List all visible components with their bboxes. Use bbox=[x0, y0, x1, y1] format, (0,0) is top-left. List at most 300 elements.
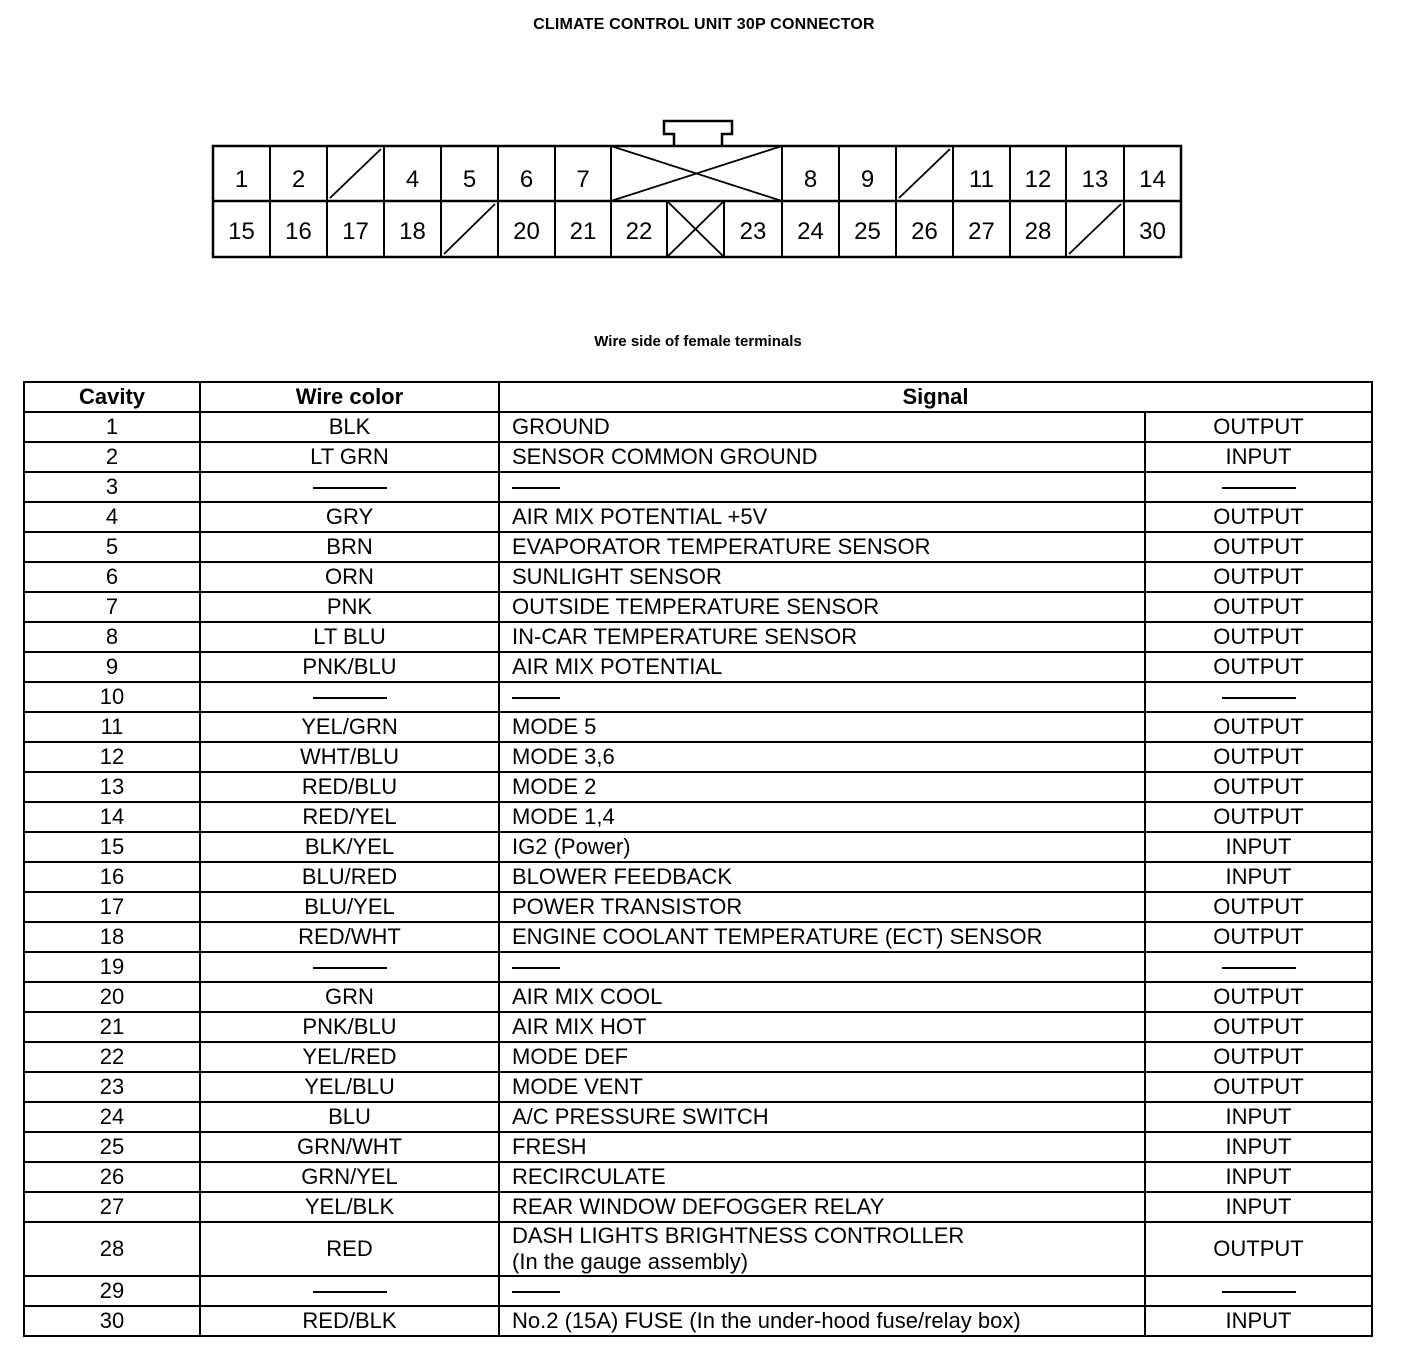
empty-dash bbox=[313, 487, 387, 489]
table-row bbox=[24, 592, 1372, 622]
top-pin-11: 11 bbox=[969, 166, 994, 193]
signal-cell bbox=[499, 1162, 1145, 1192]
cavity-cell bbox=[24, 682, 200, 712]
signal-cell bbox=[499, 802, 1145, 832]
wire-color-cell-text: GRN/WHT bbox=[296, 1134, 403, 1159]
io-cell bbox=[1145, 442, 1372, 472]
signal-cell-text: MODE 3,6 bbox=[512, 744, 615, 769]
wire-color-cell-text: GRN/YEL bbox=[301, 1164, 398, 1189]
cavity-cell-text: 16 bbox=[99, 864, 125, 889]
io-cell-text: OUTPUT bbox=[1213, 804, 1304, 829]
connector-diagram bbox=[0, 0, 1408, 300]
io-cell-text: OUTPUT bbox=[1213, 534, 1304, 559]
pinout-table bbox=[23, 381, 1373, 1337]
io-cell-text: OUTPUT bbox=[1213, 1236, 1304, 1261]
table-row bbox=[24, 772, 1372, 802]
wire-color-cell bbox=[200, 502, 499, 532]
signal-cell bbox=[499, 1102, 1145, 1132]
io-cell-text: OUTPUT bbox=[1213, 1014, 1304, 1039]
wire-color-cell bbox=[200, 442, 499, 472]
top-pin-7: 7 bbox=[576, 166, 590, 193]
io-cell-text: OUTPUT bbox=[1213, 504, 1304, 529]
signal-cell-text: No.2 (15A) FUSE (In the under-hood fuse/relay box) bbox=[512, 1308, 1021, 1333]
io-cell bbox=[1145, 892, 1372, 922]
signal-cell bbox=[499, 502, 1145, 532]
bottom-pin-22: 22 bbox=[625, 218, 653, 245]
table-row bbox=[24, 1192, 1372, 1222]
signal-cell-text: IG2 (Power) bbox=[512, 834, 631, 859]
bottom-pin-25: 25 bbox=[854, 218, 881, 245]
cavity-cell bbox=[24, 652, 200, 682]
top-pin-1: 1 bbox=[234, 166, 249, 193]
wire-color-cell-text: YEL/BLK bbox=[304, 1194, 395, 1219]
cavity-cell-text: 4 bbox=[105, 504, 119, 529]
wire-color-cell-text: PNK/BLU bbox=[302, 1014, 397, 1039]
cavity-cell bbox=[24, 1162, 200, 1192]
wire-color-cell bbox=[200, 1192, 499, 1222]
io-cell bbox=[1145, 1132, 1372, 1162]
cavity-cell bbox=[24, 1042, 200, 1072]
signal-cell bbox=[499, 922, 1145, 952]
table-row bbox=[24, 832, 1372, 862]
cavity-cell-text: 22 bbox=[99, 1044, 125, 1069]
wire-color-cell-text: RED/WHT bbox=[298, 924, 401, 949]
wire-color-cell bbox=[200, 1222, 499, 1276]
io-cell bbox=[1145, 1222, 1372, 1276]
cavity-cell bbox=[24, 502, 200, 532]
wire-color-cell bbox=[200, 832, 499, 862]
table-row bbox=[24, 562, 1372, 592]
cavity-cell-text: 7 bbox=[105, 594, 119, 619]
cavity-cell-text: 28 bbox=[99, 1236, 125, 1261]
top-pin-12: 12 bbox=[1024, 166, 1052, 193]
top-pin-6: 6 bbox=[519, 166, 534, 193]
bottom-pin-30: 30 bbox=[1139, 218, 1166, 245]
cavity-cell-text: 6 bbox=[105, 564, 119, 589]
cavity-cell-text: 5 bbox=[105, 534, 119, 559]
cavity-cell-text: 24 bbox=[99, 1104, 125, 1129]
signal-cell bbox=[499, 772, 1145, 802]
cavity-cell-text: 9 bbox=[105, 654, 119, 679]
wire-color-cell bbox=[200, 1042, 499, 1072]
cavity-cell bbox=[24, 412, 200, 442]
wire-color-cell-text: LT GRN bbox=[310, 444, 389, 469]
io-cell bbox=[1145, 1012, 1372, 1042]
signal-cell bbox=[499, 592, 1145, 622]
cavity-cell-text: 13 bbox=[99, 774, 125, 799]
signal-cell-text: ENGINE COOLANT TEMPERATURE (ECT) SENSOR bbox=[512, 924, 1043, 949]
signal-cell bbox=[499, 712, 1145, 742]
io-cell bbox=[1145, 922, 1372, 952]
wire-color-cell-text: YEL/BLU bbox=[304, 1074, 395, 1099]
signal-cell-text: AIR MIX COOL bbox=[512, 984, 663, 1009]
cavity-cell bbox=[24, 1102, 200, 1132]
signal-cell bbox=[499, 832, 1145, 862]
table-row bbox=[24, 982, 1372, 1012]
signal-cell bbox=[499, 442, 1145, 472]
connector-top-row bbox=[235, 146, 1166, 201]
signal-cell-text: FRESH bbox=[512, 1134, 587, 1159]
signal-cell bbox=[499, 1192, 1145, 1222]
cavity-cell-text: 1 bbox=[105, 414, 119, 439]
cavity-cell-text: 26 bbox=[99, 1164, 125, 1189]
io-cell bbox=[1145, 502, 1372, 532]
empty-dash bbox=[313, 697, 387, 699]
table-row bbox=[24, 682, 1372, 712]
bottom-pin-23: 23 bbox=[739, 218, 767, 245]
signal-cell-text: POWER TRANSISTOR bbox=[512, 894, 743, 919]
signal-cell bbox=[499, 562, 1145, 592]
io-cell-text: OUTPUT bbox=[1213, 1044, 1304, 1069]
cavity-cell bbox=[24, 832, 200, 862]
wire-color-cell-text: GRN bbox=[325, 984, 374, 1009]
cavity-cell bbox=[24, 922, 200, 952]
cavity-cell-text: 12 bbox=[99, 744, 125, 769]
cavity-cell-text: 8 bbox=[105, 624, 119, 649]
cavity-cell-text: 19 bbox=[99, 954, 125, 979]
wire-color-cell bbox=[200, 622, 499, 652]
cavity-cell-text: 2 bbox=[105, 444, 119, 469]
wire-color-cell-text: BLU bbox=[328, 1104, 371, 1129]
cavity-cell bbox=[24, 982, 200, 1012]
table-row bbox=[24, 862, 1372, 892]
wire-color-cell bbox=[200, 412, 499, 442]
io-cell bbox=[1145, 1042, 1372, 1072]
wire-color-cell-text: YEL/GRN bbox=[301, 714, 398, 739]
io-cell bbox=[1145, 832, 1372, 862]
wire-color-cell-text: RED/BLU bbox=[301, 774, 398, 799]
signal-cell-text: MODE VENT bbox=[512, 1074, 643, 1099]
io-cell-text: OUTPUT bbox=[1213, 624, 1304, 649]
table-row bbox=[24, 532, 1372, 562]
cavity-cell-text: 17 bbox=[99, 894, 125, 919]
io-cell-text: OUTPUT bbox=[1213, 564, 1304, 589]
wire-color-cell-text: LT BLU bbox=[313, 624, 386, 649]
signal-cell bbox=[499, 1072, 1145, 1102]
cavity-cell bbox=[24, 1132, 200, 1162]
signal-cell bbox=[499, 1306, 1145, 1336]
io-cell bbox=[1145, 712, 1372, 742]
io-cell bbox=[1145, 772, 1372, 802]
empty-dash bbox=[313, 1291, 387, 1293]
io-cell-text: OUTPUT bbox=[1213, 594, 1304, 619]
io-cell bbox=[1145, 952, 1372, 982]
signal-cell-text: BLOWER FEEDBACK bbox=[512, 864, 733, 889]
bottom-pin-21: 21 bbox=[569, 218, 597, 245]
empty-dash bbox=[512, 967, 560, 969]
table-row bbox=[24, 712, 1372, 742]
io-cell bbox=[1145, 592, 1372, 622]
empty-dash bbox=[512, 1291, 560, 1293]
wire-color-cell-text: RED/YEL bbox=[302, 804, 397, 829]
table-row bbox=[24, 442, 1372, 472]
wire-color-cell-text: BLU/YEL bbox=[304, 894, 395, 919]
wire-color-cell bbox=[200, 802, 499, 832]
table-row bbox=[24, 1102, 1372, 1132]
cavity-cell-text: 25 bbox=[99, 1134, 125, 1159]
io-cell bbox=[1145, 1102, 1372, 1132]
io-cell bbox=[1145, 1276, 1372, 1306]
io-cell bbox=[1145, 1072, 1372, 1102]
cavity-cell-text: 27 bbox=[99, 1194, 125, 1219]
table-header-row bbox=[24, 382, 1372, 412]
top-pin-5: 5 bbox=[462, 166, 477, 193]
wire-color-cell bbox=[200, 982, 499, 1012]
cavity-cell-text: 18 bbox=[99, 924, 125, 949]
cavity-cell-text: 23 bbox=[99, 1074, 125, 1099]
bottom-pin-17: 17 bbox=[342, 218, 369, 245]
wire-color-cell bbox=[200, 532, 499, 562]
wire-color-cell bbox=[200, 1306, 499, 1336]
cavity-cell bbox=[24, 622, 200, 652]
io-cell bbox=[1145, 742, 1372, 772]
io-cell bbox=[1145, 1306, 1372, 1336]
cavity-cell bbox=[24, 892, 200, 922]
signal-cell bbox=[499, 862, 1145, 892]
wire-color-cell-text: RED bbox=[326, 1236, 373, 1261]
table-row bbox=[24, 1276, 1372, 1306]
signal-cell-text: IN-CAR TEMPERATURE SENSOR bbox=[512, 624, 858, 649]
signal-cell-text: RECIRCULATE bbox=[512, 1164, 666, 1189]
wire-color-cell-text: BLU/RED bbox=[301, 864, 398, 889]
cavity-cell-text: 11 bbox=[100, 714, 124, 739]
connector-latch bbox=[664, 121, 732, 146]
cavity-cell-text: 21 bbox=[99, 1014, 125, 1039]
wire-color-cell-text: YEL/RED bbox=[302, 1044, 397, 1069]
bottom-pin-26: 26 bbox=[911, 218, 938, 245]
wire-color-cell bbox=[200, 712, 499, 742]
table-row bbox=[24, 472, 1372, 502]
signal-cell bbox=[499, 652, 1145, 682]
empty-dash bbox=[1222, 967, 1296, 969]
top-pin-13: 13 bbox=[1081, 166, 1109, 193]
io-cell-text: INPUT bbox=[1225, 1104, 1292, 1129]
signal-note: (In the gauge assembly) bbox=[512, 1249, 749, 1274]
wire-color-cell bbox=[200, 952, 499, 982]
signal-cell-text: MODE 1,4 bbox=[512, 804, 615, 829]
table-row bbox=[24, 922, 1372, 952]
empty-dash bbox=[1222, 1291, 1296, 1293]
wire-color-cell bbox=[200, 862, 499, 892]
io-cell-text: OUTPUT bbox=[1213, 744, 1304, 769]
unused-cavity-slash bbox=[899, 149, 950, 198]
cavity-cell-text: 30 bbox=[99, 1308, 125, 1333]
io-cell-text: INPUT bbox=[1225, 1194, 1292, 1219]
table-row bbox=[24, 412, 1372, 442]
table-row bbox=[24, 1072, 1372, 1102]
top-pin-2: 2 bbox=[291, 166, 306, 193]
wire-color-cell bbox=[200, 1162, 499, 1192]
table-row bbox=[24, 1162, 1372, 1192]
io-cell bbox=[1145, 652, 1372, 682]
diagram-title: CLIMATE CONTROL UNIT 30P CONNECTOR bbox=[533, 16, 875, 33]
cavity-cell bbox=[24, 862, 200, 892]
signal-cell-text: A/C PRESSURE SWITCH bbox=[512, 1104, 769, 1129]
table-row bbox=[24, 742, 1372, 772]
empty-dash bbox=[512, 697, 560, 699]
cavity-cell bbox=[24, 1306, 200, 1336]
io-cell-text: OUTPUT bbox=[1213, 714, 1304, 739]
top-pin-4: 4 bbox=[405, 166, 420, 193]
signal-cell bbox=[499, 622, 1145, 652]
cavity-cell bbox=[24, 742, 200, 772]
wire-color-cell bbox=[200, 1072, 499, 1102]
wire-color-cell-text: PNK bbox=[326, 594, 373, 619]
io-cell-text: INPUT bbox=[1225, 444, 1292, 469]
wire-color-cell bbox=[200, 1102, 499, 1132]
io-cell bbox=[1145, 562, 1372, 592]
signal-cell bbox=[499, 1276, 1145, 1306]
table-row bbox=[24, 1042, 1372, 1072]
wire-color-cell bbox=[200, 892, 499, 922]
wire-color-cell-text: RED/BLK bbox=[302, 1308, 397, 1333]
io-cell-text: OUTPUT bbox=[1213, 654, 1304, 679]
wire-color-cell bbox=[200, 742, 499, 772]
signal-cell-text: OUTSIDE TEMPERATURE SENSOR bbox=[512, 594, 880, 619]
cavity-cell bbox=[24, 802, 200, 832]
signal-cell-text: DASH LIGHTS BRIGHTNESS CONTROLLER bbox=[512, 1223, 965, 1248]
wire-color-cell bbox=[200, 562, 499, 592]
cavity-cell bbox=[24, 442, 200, 472]
bottom-pin-28: 28 bbox=[1024, 218, 1052, 245]
top-pin-8: 8 bbox=[803, 166, 818, 193]
signal-cell-text: MODE 2 bbox=[512, 774, 597, 799]
table-row bbox=[24, 622, 1372, 652]
table-row bbox=[24, 1132, 1372, 1162]
wire-color-cell bbox=[200, 682, 499, 712]
table-row bbox=[24, 1222, 1372, 1276]
table-row bbox=[24, 1306, 1372, 1336]
cavity-cell-text: 14 bbox=[99, 804, 125, 829]
table-row bbox=[24, 892, 1372, 922]
table-row bbox=[24, 952, 1372, 982]
signal-cell-text: SUNLIGHT SENSOR bbox=[512, 564, 722, 589]
top-pin-14: 14 bbox=[1139, 166, 1166, 193]
cavity-cell bbox=[24, 532, 200, 562]
wire-color-cell bbox=[200, 652, 499, 682]
connector-bottom-row bbox=[228, 201, 1166, 257]
table-row bbox=[24, 1012, 1372, 1042]
connector-caption: Wire side of female terminals bbox=[594, 333, 802, 350]
signal-cell bbox=[499, 1042, 1145, 1072]
signal-cell bbox=[499, 1222, 1145, 1276]
cavity-cell bbox=[24, 1276, 200, 1306]
signal-cell-text: GROUND bbox=[512, 414, 610, 439]
signal-cell bbox=[499, 892, 1145, 922]
header-cavity: Cavity bbox=[24, 382, 200, 412]
header-signal: Signal bbox=[499, 382, 1372, 412]
io-cell-text: OUTPUT bbox=[1213, 414, 1304, 439]
cavity-cell bbox=[24, 562, 200, 592]
io-cell-text: INPUT bbox=[1225, 1134, 1292, 1159]
cavity-cell bbox=[24, 1012, 200, 1042]
signal-cell bbox=[499, 952, 1145, 982]
signal-cell-text: AIR MIX HOT bbox=[512, 1014, 647, 1039]
io-cell bbox=[1145, 682, 1372, 712]
signal-cell-text: AIR MIX POTENTIAL bbox=[512, 654, 723, 679]
io-cell-text: INPUT bbox=[1225, 1308, 1292, 1333]
signal-cell-text: REAR WINDOW DEFOGGER RELAY bbox=[512, 1194, 885, 1219]
signal-cell bbox=[499, 1012, 1145, 1042]
empty-dash bbox=[313, 967, 387, 969]
bottom-pin-24: 24 bbox=[797, 218, 824, 245]
empty-dash bbox=[1222, 487, 1296, 489]
io-cell bbox=[1145, 412, 1372, 442]
wire-color-cell-text: ORN bbox=[325, 564, 374, 589]
wire-color-cell bbox=[200, 1012, 499, 1042]
wire-color-cell-text: WHT/BLU bbox=[300, 744, 399, 769]
wire-color-cell-text: BRN bbox=[326, 534, 373, 559]
signal-cell-text: MODE 5 bbox=[512, 714, 597, 739]
bottom-pin-15: 15 bbox=[228, 218, 255, 245]
table-row bbox=[24, 802, 1372, 832]
cavity-cell-text: 15 bbox=[99, 834, 125, 859]
cavity-cell bbox=[24, 712, 200, 742]
bottom-pin-18: 18 bbox=[399, 218, 426, 245]
io-cell-text: INPUT bbox=[1225, 1164, 1292, 1189]
io-cell bbox=[1145, 802, 1372, 832]
signal-cell-text: MODE DEF bbox=[512, 1044, 629, 1069]
wire-color-cell-text: PNK/BLU bbox=[302, 654, 397, 679]
wire-color-cell-text: BLK bbox=[328, 414, 371, 439]
signal-cell bbox=[499, 682, 1145, 712]
signal-cell bbox=[499, 412, 1145, 442]
signal-cell bbox=[499, 532, 1145, 562]
wire-color-cell bbox=[200, 592, 499, 622]
cavity-cell-text: 29 bbox=[99, 1278, 125, 1303]
signal-cell bbox=[499, 1132, 1145, 1162]
io-cell-text: INPUT bbox=[1225, 864, 1292, 889]
wire-color-cell-text: BLK/YEL bbox=[304, 834, 395, 859]
io-cell-text: OUTPUT bbox=[1213, 924, 1304, 949]
cavity-cell bbox=[24, 1222, 200, 1276]
io-cell bbox=[1145, 1192, 1372, 1222]
io-cell-text: OUTPUT bbox=[1213, 984, 1304, 1009]
cavity-cell bbox=[24, 772, 200, 802]
signal-cell-text: AIR MIX POTENTIAL +5V bbox=[512, 504, 768, 529]
header-wire-color: Wire color bbox=[200, 382, 499, 412]
cavity-cell bbox=[24, 472, 200, 502]
unused-cavity-slash bbox=[1069, 204, 1121, 254]
unused-cavity-slash bbox=[444, 204, 495, 254]
top-pin-9: 9 bbox=[860, 166, 875, 193]
cavity-cell-text: 3 bbox=[105, 474, 119, 499]
signal-cell bbox=[499, 472, 1145, 502]
io-cell bbox=[1145, 532, 1372, 562]
bottom-pin-16: 16 bbox=[285, 218, 312, 245]
wire-color-cell bbox=[200, 772, 499, 802]
cavity-cell bbox=[24, 1192, 200, 1222]
wire-color-cell bbox=[200, 472, 499, 502]
table-row bbox=[24, 502, 1372, 532]
io-cell-text: OUTPUT bbox=[1213, 1074, 1304, 1099]
cavity-cell bbox=[24, 952, 200, 982]
cavity-cell bbox=[24, 592, 200, 622]
wire-color-cell-text: GRY bbox=[325, 504, 374, 529]
signal-cell-text: EVAPORATOR TEMPERATURE SENSOR bbox=[512, 534, 931, 559]
wire-color-cell bbox=[200, 1276, 499, 1306]
table-row bbox=[24, 652, 1372, 682]
empty-dash bbox=[512, 487, 560, 489]
cavity-cell-text: 10 bbox=[99, 684, 125, 709]
io-cell bbox=[1145, 862, 1372, 892]
io-cell bbox=[1145, 982, 1372, 1012]
cavity-cell bbox=[24, 1072, 200, 1102]
unused-cavity-slash bbox=[330, 149, 381, 198]
bottom-pin-27: 27 bbox=[968, 218, 995, 245]
signal-cell bbox=[499, 982, 1145, 1012]
wire-color-cell bbox=[200, 1132, 499, 1162]
